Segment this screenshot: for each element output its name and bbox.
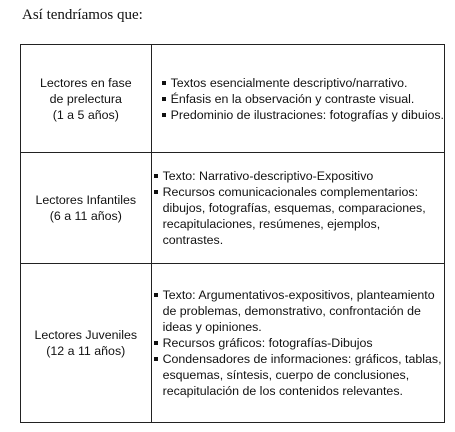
reader-level-label xyxy=(21,153,152,264)
label-line: (1 a 5 años) xyxy=(52,107,119,122)
bullet-item: Textos esencialmente descriptivo/narrativo. xyxy=(160,75,444,91)
label-line: Lectores Infantiles xyxy=(35,193,137,207)
reader-level-features xyxy=(151,45,444,153)
reader-level-label xyxy=(21,45,152,153)
intro-text: Así tendríamos que: xyxy=(22,7,143,23)
label-line: de prelectura xyxy=(49,91,122,106)
table-row xyxy=(21,264,445,423)
bullet-list xyxy=(160,75,444,123)
reader-level-label xyxy=(21,264,152,423)
bullet-list xyxy=(152,168,444,248)
reader-levels-table xyxy=(20,44,445,423)
bullet-item: Condensadores de informaciones: gráficos, tablas, esquemas, síntesis, cuerpo de conclusiones, recapitulación de los contenidos relevantes. xyxy=(152,351,444,399)
bullet-list xyxy=(152,287,444,399)
reader-level-features xyxy=(151,153,444,264)
label-line: (6 a 11 años) xyxy=(49,209,122,223)
table-row xyxy=(21,45,445,153)
bullet-item: Énfasis en la observación y contraste visual. xyxy=(160,91,444,107)
bullet-item: Texto: Narrativo-descriptivo-Expositivo xyxy=(152,168,444,184)
bullet-item: Texto: Argumentativos-expositivos, planteamiento de problemas, demonstrativo, confrontación de ideas y opiniones. xyxy=(152,287,444,335)
bullet-item: Predominio de ilustraciones: fotografías y dibuios. xyxy=(160,107,444,123)
label-line: Lectores Juveniles xyxy=(34,328,138,342)
label-line: Lectores en fase xyxy=(39,75,132,90)
bullet-item: Recursos comunicacionales complementarios: dibujos, fotografías, esquemas, comparaciones, recapitulaciones, resúmenes, ejemplos, contrastes. xyxy=(152,184,444,248)
bullet-item: Recursos gráficos: fotografías-Dibujos xyxy=(152,335,444,351)
label-line: (12 a 11 años) xyxy=(46,344,126,358)
reader-level-features xyxy=(151,264,444,423)
table-row xyxy=(21,153,445,264)
